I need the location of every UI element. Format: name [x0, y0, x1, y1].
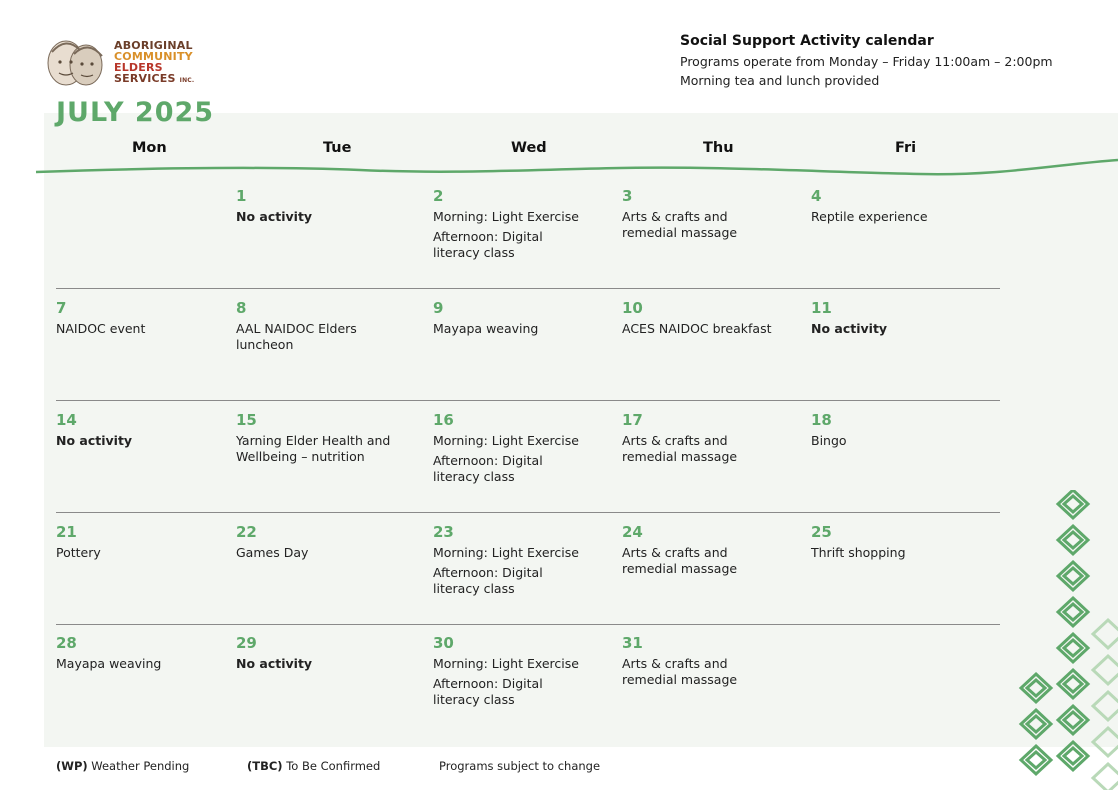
legend-tbc-text: To Be Confirmed: [282, 759, 381, 773]
legend-tbc-code: (TBC): [247, 759, 283, 773]
activity-text: remedial massage: [622, 672, 738, 687]
calendar-day-cell: [56, 299, 236, 337]
day-number: 1: [236, 187, 247, 205]
activity-text: literacy class: [433, 469, 515, 484]
calendar-day-cell: [236, 187, 416, 225]
day-number: 14: [56, 411, 77, 429]
day-number: 25: [811, 523, 832, 541]
calendar-day-cell: [236, 411, 416, 465]
day-number: 21: [56, 523, 77, 541]
day-number: 7: [56, 299, 67, 317]
day-number: 31: [622, 634, 643, 652]
activity-text: remedial massage: [622, 561, 738, 576]
activity-text: Morning: Light Exercise: [433, 656, 579, 671]
activity-text: Arts & crafts and: [622, 209, 728, 224]
calendar-day-cell: [433, 523, 613, 597]
activity-text: Arts & crafts and: [622, 545, 728, 560]
logo-line-1: ABORIGINAL: [114, 39, 193, 52]
day-header-wed: Wed: [511, 140, 547, 156]
day-number: 9: [433, 299, 444, 317]
activity-text: ACES NAIDOC breakfast: [622, 321, 772, 336]
calendar-day-cell: [622, 523, 802, 577]
header-info: [680, 33, 1053, 92]
activity-text: Wellbeing – nutrition: [236, 449, 365, 464]
activity-text: Arts & crafts and: [622, 433, 728, 448]
calendar-day-cell: [236, 523, 416, 561]
calendar-day-cell: [433, 411, 613, 485]
calendar-day-cell: [811, 187, 991, 225]
calendar-day-cell: [56, 411, 236, 449]
week-divider: [56, 400, 1000, 401]
activity-text: No activity: [236, 209, 313, 224]
decorative-diamond-pattern: [1018, 490, 1118, 790]
calendar-day-cell: [811, 523, 991, 561]
programs-change-note: Programs subject to change: [439, 759, 601, 773]
day-header-thu: Thu: [703, 140, 734, 156]
day-number: 28: [56, 634, 77, 652]
day-number: 3: [622, 187, 633, 205]
activity-text: Thrift shopping: [811, 545, 906, 560]
day-number: 16: [433, 411, 454, 429]
day-number: 8: [236, 299, 247, 317]
calendar-day-cell: [236, 299, 416, 353]
day-number: 17: [622, 411, 643, 429]
calendar-day-cell: [56, 523, 236, 561]
day-header-mon: Mon: [132, 140, 167, 156]
day-header-tue: Tue: [323, 140, 352, 156]
logo-line-2: COMMUNITY: [114, 50, 193, 63]
activity-text: Morning: Light Exercise: [433, 209, 579, 224]
calendar-day-cell: [433, 187, 613, 261]
month-title: JULY 2025: [56, 97, 215, 128]
legend-weather-pending: [56, 759, 189, 773]
meals-note: Morning tea and lunch provided: [680, 73, 880, 88]
day-number: 29: [236, 634, 257, 652]
activity-text: Games Day: [236, 545, 309, 560]
activity-text: Afternoon: Digital: [433, 229, 543, 244]
day-number: 4: [811, 187, 822, 205]
elders-faces-icon: [44, 38, 106, 88]
calendar-day-cell: [622, 187, 802, 241]
calendar-day-cell: [811, 299, 991, 337]
activity-text: luncheon: [236, 337, 294, 352]
activity-text: remedial massage: [622, 225, 738, 240]
legend-wp-code: (WP): [56, 759, 88, 773]
calendar-day-cell: [622, 411, 802, 465]
day-number: 30: [433, 634, 454, 652]
week-divider: [56, 512, 1000, 513]
calendar-day-cell: [622, 299, 802, 337]
day-number: 2: [433, 187, 444, 205]
activity-text: Mayapa weaving: [56, 656, 162, 671]
logo-line-3: ELDERS: [114, 61, 163, 74]
activity-text: No activity: [56, 433, 133, 448]
activity-text: literacy class: [433, 692, 515, 707]
activity-text: Bingo: [811, 433, 847, 448]
header-wave-line: [0, 150, 1118, 190]
activity-text: Arts & crafts and: [622, 656, 728, 671]
activity-text: Morning: Light Exercise: [433, 433, 579, 448]
activity-text: Yarning Elder Health and: [236, 433, 391, 448]
activity-text: Reptile experience: [811, 209, 928, 224]
logo-line-4: [114, 73, 194, 86]
activity-text: Pottery: [56, 545, 101, 560]
activity-text: NAIDOC event: [56, 321, 146, 336]
org-logo: [44, 38, 214, 90]
calendar-day-cell: [56, 634, 236, 672]
activity-text: No activity: [811, 321, 888, 336]
calendar-day-cell: [433, 634, 613, 708]
day-number: 24: [622, 523, 643, 541]
calendar-day-cell: [236, 634, 416, 672]
legend-wp-text: Weather Pending: [87, 759, 190, 773]
activity-text: Afternoon: Digital: [433, 676, 543, 691]
day-number: 10: [622, 299, 643, 317]
day-header-fri: Fri: [895, 140, 917, 156]
activity-text: Afternoon: Digital: [433, 565, 543, 580]
day-number: 11: [811, 299, 832, 317]
logo-wordmark: [114, 40, 194, 86]
week-divider: [56, 288, 1000, 289]
logo-suffix: INC.: [179, 77, 195, 84]
activity-text: remedial massage: [622, 449, 738, 464]
calendar-day-cell: [811, 411, 991, 449]
activity-text: Afternoon: Digital: [433, 453, 543, 468]
day-number: 23: [433, 523, 454, 541]
day-number: 22: [236, 523, 257, 541]
logo-line-4-text: SERVICES: [114, 72, 176, 85]
calendar-day-cell: [622, 634, 802, 688]
week-divider: [56, 624, 1000, 625]
activity-text: No activity: [236, 656, 313, 671]
activity-text: literacy class: [433, 245, 515, 260]
activity-text: literacy class: [433, 581, 515, 596]
legend-to-be-confirmed: [247, 759, 380, 773]
calendar-title: Social Support Activity calendar: [680, 33, 934, 49]
activity-text: Mayapa weaving: [433, 321, 539, 336]
activity-text: Morning: Light Exercise: [433, 545, 579, 560]
program-hours: Programs operate from Monday – Friday 11:00am – 2:00pm: [680, 54, 1053, 69]
day-number: 15: [236, 411, 257, 429]
day-number: 18: [811, 411, 832, 429]
calendar-day-cell: [433, 299, 613, 337]
activity-text: AAL NAIDOC Elders: [236, 321, 357, 336]
